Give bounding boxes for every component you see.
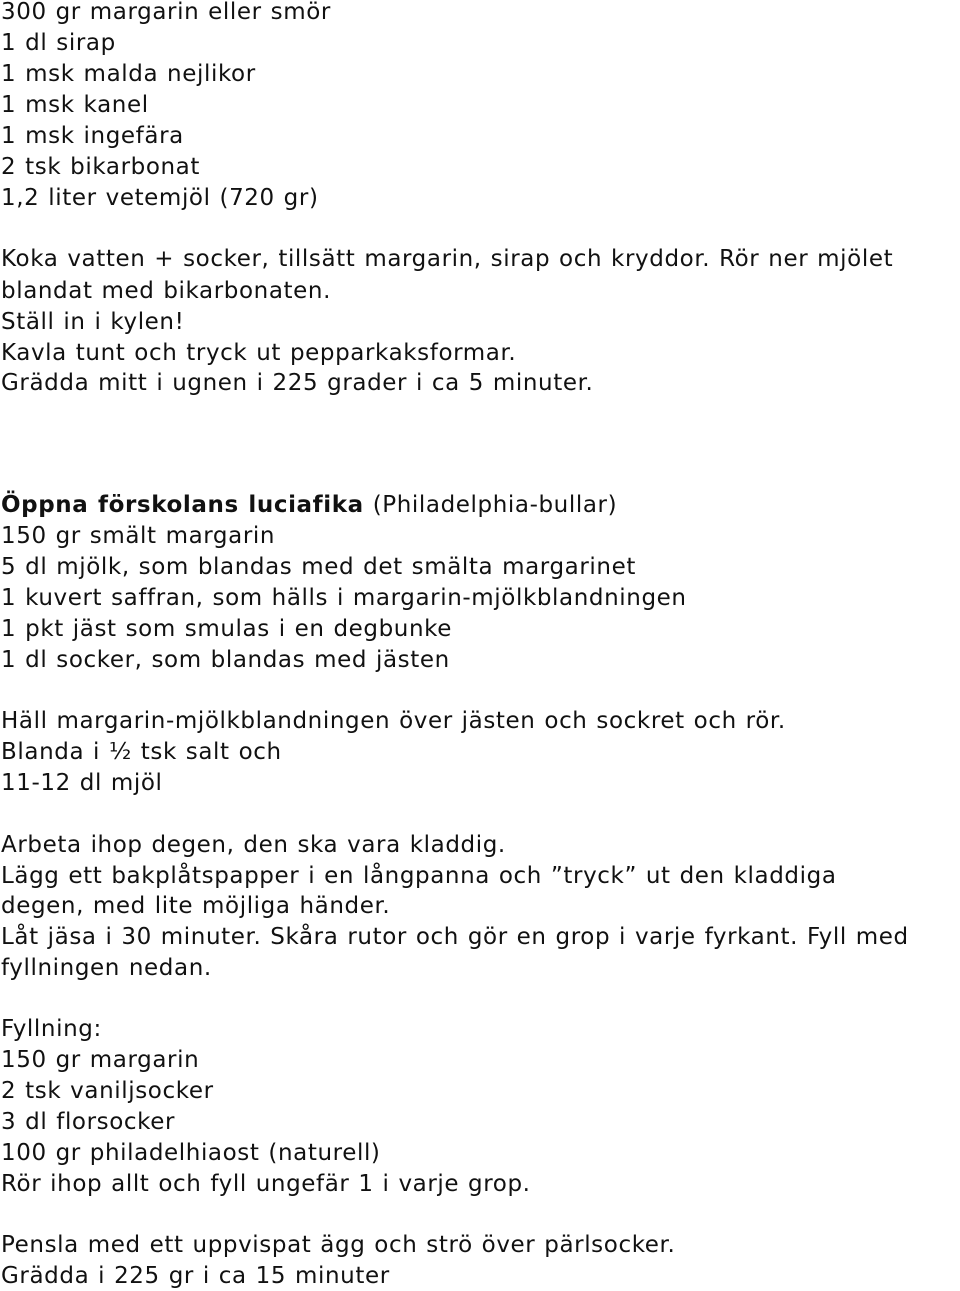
ingredient-line: 1,2 liter vetemjöl (720 gr) (1, 185, 319, 211)
instruction-line: Låt jäsa i 30 minuter. Skåra rutor och gör en grop i varje fyrkant. Fyll med (1, 924, 909, 950)
instruction-line: Ställ in i kylen! (1, 309, 185, 335)
filling-line: 3 dl florsocker (1, 1109, 176, 1135)
filling-heading: Fyllning: (1, 1016, 102, 1042)
ingredient-line: 150 gr smält margarin (1, 523, 276, 549)
recipe-title: Öppna förskolans luciafika (1, 492, 364, 518)
instruction-line: degen, med lite möjliga händer. (1, 893, 391, 919)
ingredient-line: 1 kuvert saffran, som hälls i margarin-mjölkblandningen (1, 585, 687, 611)
ingredient-line: 5 dl mjölk, som blandas med det smälta margarinet (1, 554, 636, 580)
instruction-line: Häll margarin-mjölkblandningen över jästen och sockret och rör. (1, 708, 786, 734)
filling-line: Rör ihop allt och fyll ungefär 1 i varje grop. (1, 1171, 531, 1197)
instruction-line: 11-12 dl mjöl (1, 770, 163, 796)
finish-line: Grädda i 225 gr i ca 15 minuter (1, 1263, 390, 1289)
ingredient-line: 1 msk malda nejlikor (1, 61, 256, 87)
filling-line: 150 gr margarin (1, 1047, 200, 1073)
instruction-line: Blanda i ½ tsk salt och (1, 739, 282, 765)
instruction-line: blandat med bikarbonaten. (1, 278, 332, 304)
instruction-line: Grädda mitt i ugnen i 225 grader i ca 5 minuter. (1, 370, 594, 396)
ingredient-line: 1 dl socker, som blandas med jästen (1, 647, 450, 673)
finish-line: Pensla med ett uppvispat ägg och strö över pärlsocker. (1, 1232, 676, 1258)
recipe-subtitle: (Philadelphia-bullar) (363, 492, 618, 518)
ingredient-line: 1 msk ingefära (1, 123, 184, 149)
recipe-heading (1, 490, 617, 520)
instruction-line: fyllningen nedan. (1, 955, 212, 981)
instruction-line: Kavla tunt och tryck ut pepparkaksformar. (1, 340, 517, 366)
ingredient-line: 1 dl sirap (1, 30, 116, 56)
instruction-line: Arbeta ihop degen, den ska vara kladdig. (1, 832, 506, 858)
filling-line: 100 gr philadelhiaost (naturell) (1, 1140, 381, 1166)
ingredient-line: 300 gr margarin eller smör (1, 0, 331, 25)
ingredient-line: 1 msk kanel (1, 92, 149, 118)
ingredient-line: 2 tsk bikarbonat (1, 154, 200, 180)
ingredient-line: 1 pkt jäst som smulas i en degbunke (1, 616, 452, 642)
instruction-line: Lägg ett bakplåtspapper i en långpanna och ”tryck” ut den kladdiga (1, 863, 837, 889)
filling-line: 2 tsk vaniljsocker (1, 1078, 214, 1104)
instruction-line: Koka vatten + socker, tillsätt margarin, sirap och kryddor. Rör ner mjölet (1, 246, 894, 272)
